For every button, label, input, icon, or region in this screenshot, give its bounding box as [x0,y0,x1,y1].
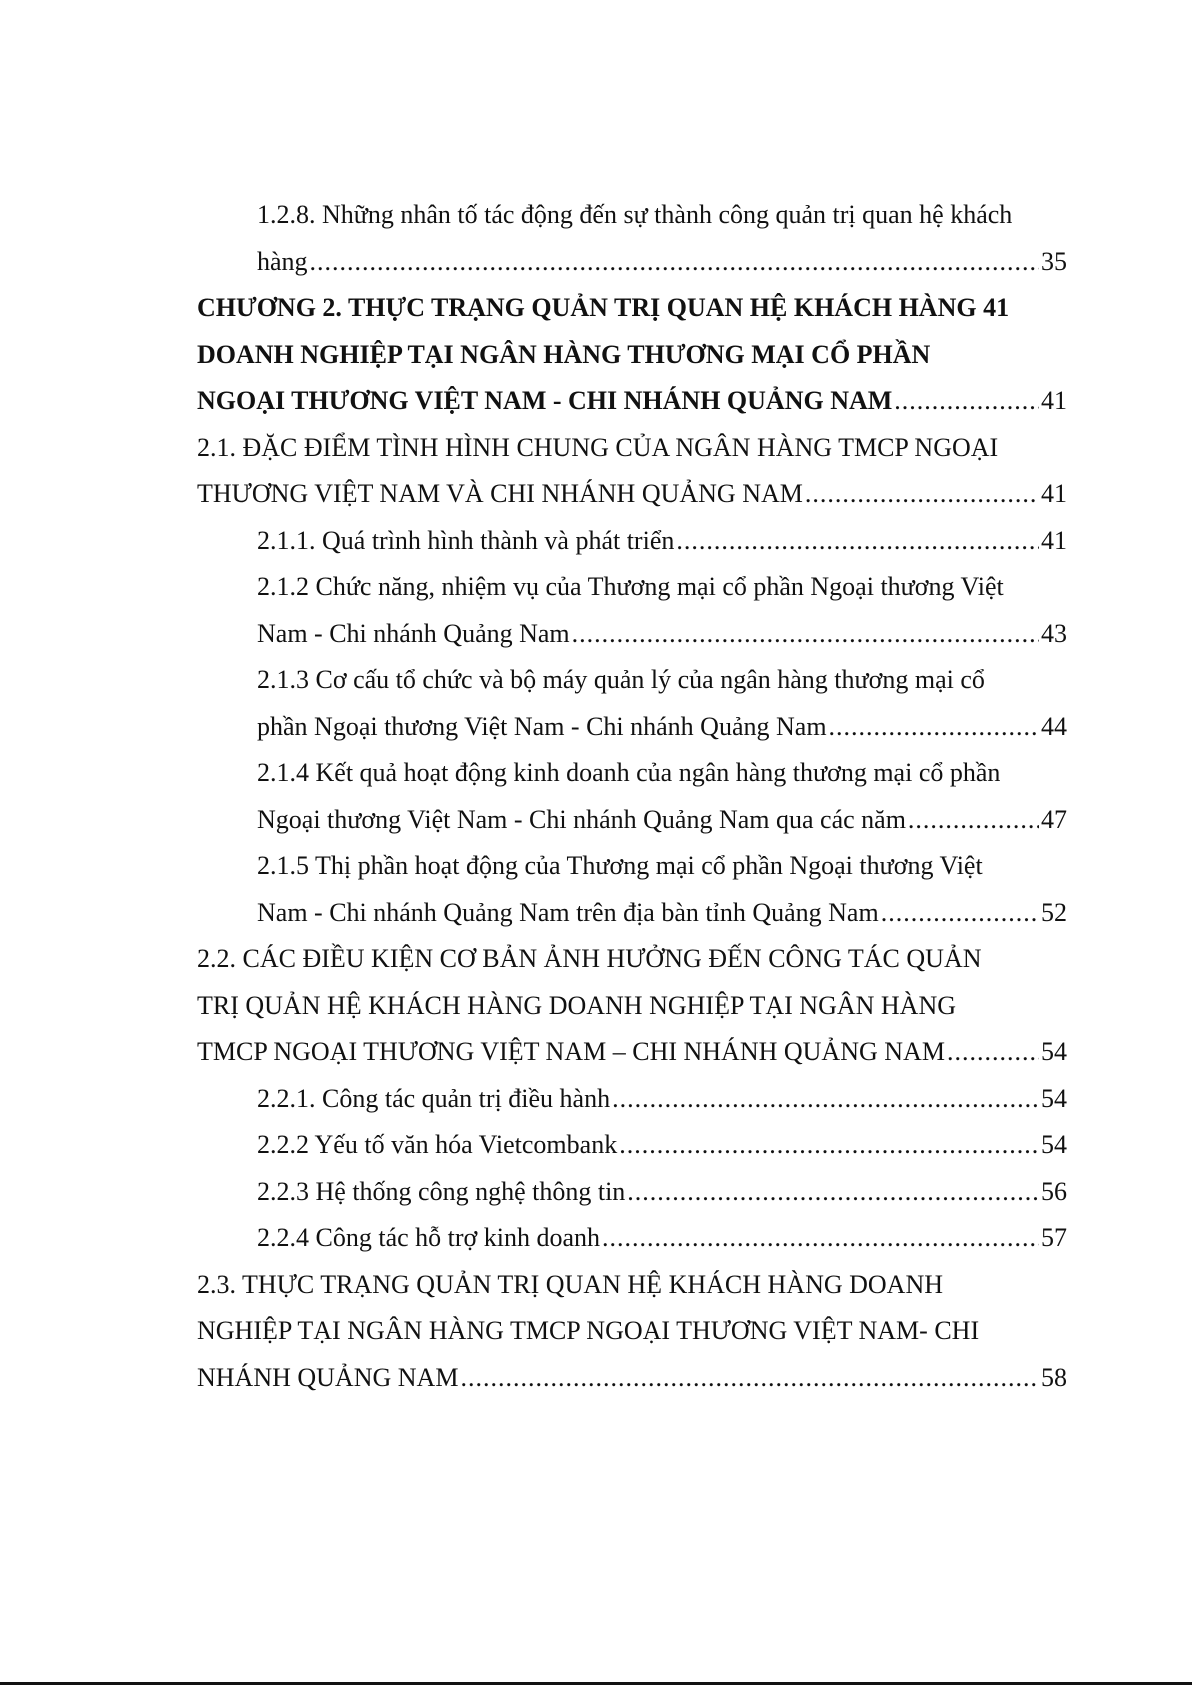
dot-leader [460,1355,1039,1402]
toc-entry-text: 2.1.2 Chức năng, nhiệm vụ của Thương mại cổ phần Ngoại thương Việt [257,572,1004,601]
toc-entry-2-2-3[interactable] [197,1169,1067,1216]
toc-entry-2-1-5[interactable] [197,843,1067,936]
toc-entry-1-2-8[interactable] [197,192,1067,285]
toc-entry-2-1-4[interactable] [197,750,1067,843]
toc-entry-text: Ngoại thương Việt Nam - Chi nhánh Quảng Nam qua các năm [257,804,906,834]
dot-leader [619,1122,1039,1169]
toc-page-number: 57 [1041,1223,1067,1252]
toc-entry-text: 2.1.1. Quá trình hình thành và phát triển [257,525,675,555]
dot-leader [947,1029,1039,1076]
toc-entry-text: 2.2. CÁC ĐIỀU KIỆN CƠ BẢN ẢNH HƯỞNG ĐẾN CÔNG TÁC QUẢN [197,944,982,973]
toc-page-number: 56 [1041,1176,1067,1206]
dot-leader [612,1076,1039,1123]
dot-leader [602,1215,1039,1262]
toc-entry-text: phần Ngoại thương Việt Nam - Chi nhánh Quảng Nam [257,711,827,741]
toc-entry-text: 2.2.2 Yếu tố văn hóa Vietcombank [257,1130,618,1159]
toc-entry-text: TMCP NGOẠI THƯƠNG VIỆT NAM – CHI NHÁNH QUẢNG NAM [197,1037,945,1066]
toc-entry-text: 2.1.3 Cơ cấu tổ chức và bộ máy quản lý của ngân hàng thương mại cổ [257,665,985,694]
toc-entry-2-1-2[interactable] [197,564,1067,657]
toc-entry-text: 2.2.1. Công tác quản trị điều hành [257,1083,611,1113]
toc-page-number: 41 [1041,479,1067,508]
toc-page-number: 44 [1041,711,1067,741]
toc-entry-text: 2.2.3 Hệ thống công nghệ thông tin [257,1176,626,1206]
toc-entry-2-3[interactable] [197,1262,1067,1402]
toc-page-number: 52 [1041,897,1067,927]
toc-entry-2-1-1[interactable] [197,518,1067,565]
dot-leader [572,611,1039,658]
toc-entry-text: 2.1. ĐẶC ĐIỂM TÌNH HÌNH CHUNG CỦA NGÂN HÀNG TMCP NGOẠI [197,432,999,462]
toc-entry-2-2[interactable] [197,936,1067,1076]
toc-page-number: 43 [1041,618,1067,648]
toc-entry-text: hàng [257,246,308,276]
toc-entry-text: Nam - Chi nhánh Quảng Nam [257,618,570,648]
dot-leader [310,239,1039,286]
toc-entry-text: DOANH NGHIỆP TẠI NGÂN HÀNG THƯƠNG MẠI CỔ PHẦN [197,339,931,369]
dot-leader [627,1169,1039,1216]
toc-page-number: 54 [1041,1083,1067,1113]
toc-page-number: 54 [1041,1037,1067,1066]
toc-entry-2-1-3[interactable] [197,657,1067,750]
dot-leader [894,378,1039,425]
toc-entry-2-2-2[interactable] [197,1122,1067,1169]
toc-entry-text: NGHIỆP TẠI NGÂN HÀNG TMCP NGOẠI THƯƠNG VIỆT NAM- CHI [197,1316,980,1345]
dot-leader [805,471,1039,518]
toc-page-number: 47 [1041,804,1067,834]
toc-page-number: 35 [1041,246,1067,276]
dot-leader [908,797,1039,844]
toc-entry-2-2-4[interactable] [197,1215,1067,1262]
toc-entry-text: 2.1.4 Kết quả hoạt động kinh doanh của ngân hàng thương mại cổ phần [257,758,1001,787]
table-of-contents [197,192,1067,1401]
toc-entry-text: 2.2.4 Công tác hỗ trợ kinh doanh [257,1223,601,1252]
toc-entry-text: TRỊ QUẢN HỆ KHÁCH HÀNG DOANH NGHIỆP TẠI NGÂN HÀNG [197,990,957,1020]
toc-entry-text: CHƯƠNG 2. THỰC TRẠNG QUẢN TRỊ QUAN HỆ KHÁCH HÀNG 41 [197,293,1010,322]
toc-page-number: 54 [1041,1130,1067,1159]
toc-entry-2-2-1[interactable] [197,1076,1067,1123]
toc-page-number: 41 [1041,525,1067,555]
toc-entry-text: Nam - Chi nhánh Quảng Nam trên địa bàn tỉnh Quảng Nam [257,897,879,927]
toc-entry-chapter-2[interactable] [197,285,1067,425]
dot-leader [881,890,1039,937]
toc-entry-text: 2.3. THỰC TRẠNG QUẢN TRỊ QUAN HỆ KHÁCH HÀNG DOANH [197,1269,944,1299]
toc-entry-text: THƯƠNG VIỆT NAM VÀ CHI NHÁNH QUẢNG NAM [197,479,803,508]
dot-leader [829,704,1039,751]
toc-entry-2-1[interactable] [197,425,1067,518]
toc-entry-text: NHÁNH QUẢNG NAM [197,1362,459,1392]
dot-leader [676,518,1039,565]
toc-page-number: 41 [1041,386,1067,415]
toc-entry-text: NGOẠI THƯƠNG VIỆT NAM - CHI NHÁNH QUẢNG NAM [197,386,893,415]
toc-page-number: 58 [1041,1362,1067,1392]
toc-entry-text: 1.2.8. Những nhân tố tác động đến sự thành công quản trị quan hệ khách [257,200,1013,229]
toc-entry-text: 2.1.5 Thị phần hoạt động của Thương mại cổ phần Ngoại thương Việt [257,851,983,880]
